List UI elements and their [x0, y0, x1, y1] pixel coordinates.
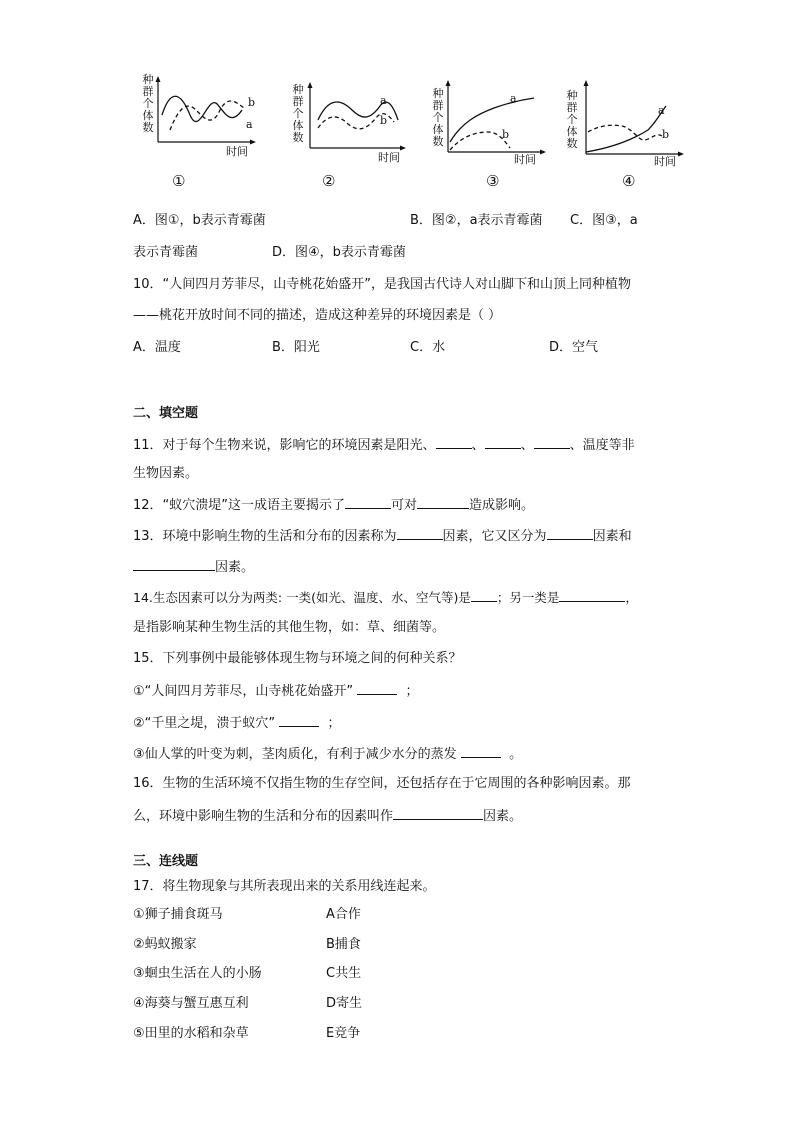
q15-blank-2[interactable] — [279, 713, 319, 727]
figure-1-number: ① — [172, 172, 186, 190]
q16-blank-1[interactable] — [393, 806, 483, 820]
q16-text-1: 么，环境中影响生物的生活和分布的因素叫作 — [133, 809, 394, 824]
figure-3-plot — [430, 70, 550, 165]
q9-option-c-cont: 表示青霉菌 — [133, 245, 199, 260]
q11-line2: 生物因素。 — [133, 466, 199, 481]
figure-3-curve-b — [450, 132, 510, 150]
figure-1-curve-a — [162, 96, 242, 121]
q17-right-item[interactable]: A合作 — [326, 907, 361, 922]
q9-option-a: A．图①，b表示青霉菌 — [133, 213, 266, 228]
figure-4-xlabel: 时间 — [654, 155, 676, 168]
q15-blank-1[interactable] — [357, 681, 397, 695]
q11-blank-1[interactable] — [436, 435, 472, 449]
q12-line — [133, 495, 534, 515]
q13-line1 — [133, 526, 632, 546]
q16-line1: 16．生物的生活环境不仅指生物的生存空间，还包括存在于它周围的各种影响因素。那 — [133, 776, 631, 791]
q16-line2 — [133, 806, 522, 826]
q13-blank-1[interactable] — [397, 526, 443, 540]
q17-right-item[interactable]: E竞争 — [326, 1026, 361, 1041]
q12-blank-2[interactable] — [417, 495, 469, 509]
q17-right-item[interactable]: C共生 — [326, 966, 362, 981]
figure-4-plot — [570, 70, 690, 165]
q15-item-2-end: ； — [327, 716, 341, 731]
q9-option-d: D．图④，b表示青霉菌 — [272, 245, 406, 260]
figure-3 — [430, 70, 550, 195]
q17-left-item[interactable]: ②蚂蚁搬家 — [133, 937, 197, 952]
figure-2-label-a: a — [380, 94, 387, 107]
q13-line2 — [133, 557, 254, 577]
q12-text-2: 可对 — [391, 498, 418, 513]
q15-item-3-text: ③仙人掌的叶变为刺，茎肉质化，有利于减少水分的蒸发 — [133, 747, 457, 762]
figure-3-label-a: a — [510, 92, 517, 105]
q17-left-item[interactable]: ③蛔虫生活在人的小肠 — [133, 966, 262, 981]
q14-line1 — [133, 588, 638, 607]
q13-text-4: 因素。 — [215, 560, 255, 575]
q11-line1 — [133, 435, 635, 455]
q14-blank-1[interactable] — [471, 588, 497, 602]
q17-stem: 17．将生物现象与其所表现出来的关系用线连起来。 — [133, 879, 436, 894]
q10-stem-line2: ——桃花开放时间不同的描述，造成这种差异的环境因素是（ ） — [133, 308, 502, 323]
section-3-heading: 三、连线题 — [133, 854, 199, 869]
q9-option-c: C．图③，a — [570, 213, 638, 228]
q13-text-2: 因素，它又区分为 — [442, 529, 547, 544]
section-2-heading: 二、填空题 — [133, 406, 199, 421]
figure-4-ylabel: 种群个体数 — [566, 89, 578, 150]
q13-text-1: 13．环境中影响生物的生活和分布的因素称为 — [133, 529, 397, 544]
q15-item-1-end: ； — [405, 684, 419, 699]
population-figures — [140, 70, 700, 195]
q15-item-1 — [133, 681, 419, 701]
figure-1-ylabel: 种群个体数 — [142, 73, 154, 134]
figure-3-ylabel: 种群个体数 — [432, 87, 444, 148]
figure-2 — [290, 70, 410, 195]
q16-text-2: 因素。 — [483, 809, 523, 824]
figure-3-label-b: b — [502, 128, 510, 141]
q14-line2: 是指影响某种生物生活的其他生物，如：草、细菌等。 — [133, 620, 446, 635]
q11-text-1: 11．对于每个生物来说，影响它的环境因素是阳光、 — [133, 438, 436, 453]
figure-1-curve-b — [170, 101, 244, 130]
q11-text-4: 、温度等非 — [569, 438, 635, 453]
q13-blank-2[interactable] — [547, 526, 593, 540]
q17-left-item[interactable]: ①狮子捕食斑马 — [133, 907, 223, 922]
figure-3-curve-a — [450, 98, 534, 142]
q15-item-1-text: ①“人间四月芳菲尽，山寺桃花始盛开” — [133, 684, 354, 699]
q10-option-a: A．温度 — [133, 340, 181, 355]
figure-4 — [566, 70, 690, 195]
q17-right-item[interactable]: D寄生 — [326, 996, 363, 1011]
q17-left-item[interactable]: ⑤田里的水稻和杂草 — [133, 1026, 249, 1041]
figure-2-label-b: b — [380, 114, 388, 127]
q14-text-1: 14.生态因素可以分为两类: 一类(如光、温度、水、空气等)是 — [133, 590, 471, 605]
q12-text-3: 造成影响。 — [469, 498, 535, 513]
figure-2-xlabel: 时间 — [378, 151, 400, 164]
q9-option-b: B．图②，a表示青霉菌 — [410, 213, 543, 228]
figure-4-label-a: a — [658, 104, 665, 117]
q17-right-item[interactable]: B捕食 — [326, 937, 361, 952]
figure-4-curve-a — [586, 106, 666, 152]
q15-blank-3[interactable] — [461, 744, 501, 758]
figure-1-xlabel: 时间 — [226, 145, 248, 158]
figure-3-xlabel: 时间 — [514, 153, 536, 166]
figure-4-number: ④ — [622, 172, 636, 190]
q17-left-item[interactable]: ④海葵与蟹互惠互利 — [133, 996, 249, 1011]
q10-stem-line1: 10．“人间四月芳菲尽，山寺桃花始盛开”，是我国古代诗人对山脚下和山顶上同种植物 — [133, 277, 632, 292]
figure-4-label-b: b — [662, 128, 670, 141]
q14-blank-2[interactable] — [559, 588, 625, 602]
q15-stem: 15．下列事例中最能够体现生物与环境之间的何种关系？ — [133, 651, 462, 666]
q15-item-2 — [133, 713, 341, 733]
q10-option-c: C．水 — [410, 340, 446, 355]
q15-item-2-text: ②“千里之堤，溃于蚁穴” — [133, 716, 276, 731]
q10-option-b: B．阳光 — [272, 340, 320, 355]
q15-item-3 — [133, 744, 522, 764]
q13-text-3: 因素和 — [592, 529, 632, 544]
q10-option-d: D．空气 — [549, 340, 599, 355]
q11-blank-3[interactable] — [534, 435, 570, 449]
q11-text-2: 、 — [471, 438, 485, 453]
q15-item-3-end: 。 — [509, 747, 523, 762]
figure-2-ylabel: 种群个体数 — [292, 83, 304, 144]
figure-1-label-b: b — [248, 96, 256, 109]
q14-text-3: ， — [625, 590, 638, 605]
q12-text-1: 12．“蚁穴溃堤”这一成语主要揭示了 — [133, 498, 346, 513]
q11-blank-2[interactable] — [485, 435, 521, 449]
q12-blank-1[interactable] — [345, 495, 391, 509]
q13-blank-3[interactable] — [133, 557, 215, 571]
q11-text-3: 、 — [520, 438, 534, 453]
q14-text-2: ；另一类是 — [496, 590, 560, 605]
figure-2-number: ② — [322, 172, 336, 190]
figure-3-number: ③ — [486, 172, 500, 190]
figure-1 — [140, 70, 260, 195]
figure-1-label-a: a — [246, 118, 253, 131]
